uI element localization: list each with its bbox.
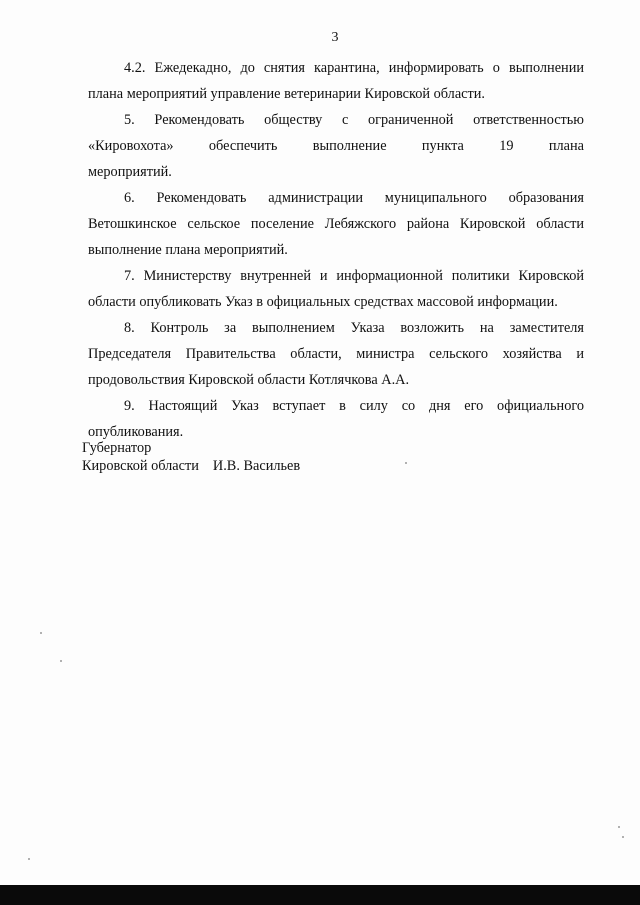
scan-speck (60, 660, 62, 662)
scan-speck (40, 632, 42, 634)
page-number: 3 (331, 30, 339, 45)
signature-title-line2 (82, 457, 300, 475)
paragraph-9: 9. Настоящий Указ вступает в силу со дня его официального опубликования. (88, 398, 584, 440)
paragraph-7: 7. Министерству внутренней и информационной политики Кировской области опубликовать Указ в официальных средствах массовой информации. (88, 268, 584, 310)
paragraph-4-2: 4.2. Ежедекадно, до снятия карантина, информировать о выполнении плана мероприятий управление ветеринарии Кировской области. (88, 60, 584, 102)
signature-name: И.В. Васильев (212, 458, 301, 474)
paragraph-6: 6. Рекомендовать администрации муниципального образования Ветошкинское сельское поселение Лебяжского района Кировской области выполнение плана мероприятий. (88, 190, 584, 258)
scan-speck (618, 826, 620, 828)
paragraph-8: 8. Контроль за выполнением Указа возложить на заместителя Председателя Правительства области, министра сельского хозяйства и продовольствия Кировской области Котлячкова А.А. (88, 320, 584, 388)
paragraph-5: 5. Рекомендовать обществу с ограниченной ответственностью «Кировохота» обеспечить выполнение пункта 19 плана мероприятий. (88, 112, 584, 180)
scan-speck (28, 858, 30, 860)
scan-speck (405, 462, 407, 464)
signature-block (82, 439, 300, 475)
decree-body (88, 55, 584, 445)
signature-title-line1: Губернатор (82, 440, 152, 456)
scan-bottom-edge (0, 885, 640, 905)
signature-title-region: Кировской области (82, 458, 199, 474)
scan-speck (622, 836, 624, 838)
